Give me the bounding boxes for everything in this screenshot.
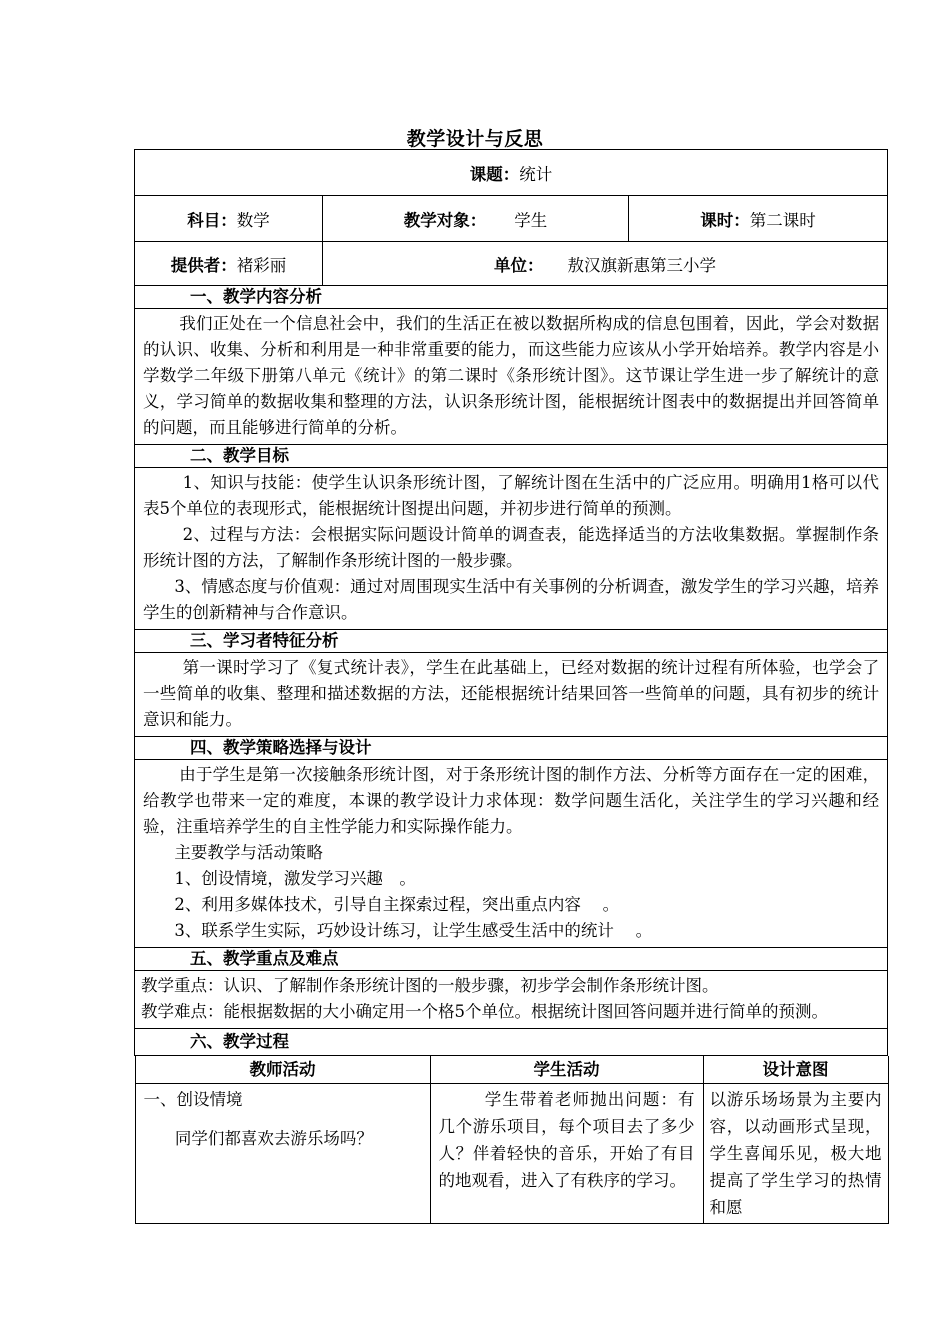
audience-value: 学生 <box>514 210 548 230</box>
unit-label: 单位： <box>494 255 544 275</box>
section-5-body-row <box>135 971 888 1029</box>
unit-cell <box>323 242 888 286</box>
section-4-text: 由于学生是第一次接触条形统计图，对于条形统计图的制作方法、分析等方面存在一定的困难，给教学也带来一定的难度，本课的教学设计力求体现：数学问题生活化，关注学生的学习兴趣和经验，注重培养学生的自主性学能力和实际操作能力。 <box>143 765 880 836</box>
process-row-1 <box>135 1084 888 1224</box>
teacher-activity <box>135 1084 430 1224</box>
objective-knowledge: 1、知识与技能：使学生认识条形统计图，了解统计图在生活中的广泛应用。明确用1格可以代表5个单位的表现形式，能根据统计图提出问题，并初步进行简单的预测。 <box>143 473 880 518</box>
topic-label: 课题： <box>469 164 520 184</box>
provider-label: 提供者： <box>170 255 237 275</box>
design-intent <box>703 1084 888 1224</box>
section-4-body-row <box>135 760 888 948</box>
strategy-item-3: 3、联系学生实际，巧妙设计练习，让学生感受生活中的统计 。 <box>174 921 653 940</box>
col-student-header: 学生活动 <box>430 1056 703 1084</box>
section-5-body <box>135 971 888 1029</box>
section-1-body-row <box>135 309 888 445</box>
section-6-heading-row <box>135 1029 888 1056</box>
meta-row-2 <box>135 242 888 286</box>
unit-value: 敖汉旗新惠第三小学 <box>567 255 717 275</box>
section-1-body <box>135 309 888 445</box>
process-header-row <box>135 1056 888 1084</box>
section-3-body <box>135 653 888 737</box>
teacher-step-title: 一、创设情境 <box>143 1090 243 1109</box>
topic-value: 统计 <box>519 164 553 184</box>
student-activity <box>430 1084 703 1224</box>
section-2-heading: 二、教学目标 <box>135 445 888 468</box>
key-point: 教学重点：认识、了解制作条形统计图的一般步骤，初步学会制作条形统计图。 <box>141 976 719 995</box>
design-intent-text: 以游乐场场景为主要内容，以动画形式呈现，学生喜闻乐见，极大地提高了学生学习的热情和愿 <box>709 1090 882 1217</box>
objective-process: 2、过程与方法：会根据实际问题设计简单的调查表，能选择适当的方法收集数据。掌握制作条形统计图的方法，了解制作条形统计图的一般步骤。 <box>143 525 880 570</box>
col-teacher-header: 教师活动 <box>135 1056 430 1084</box>
objective-attitude: 3、情感态度与价值观：通过对周围现实生活中有关事例的分析调查，激发学生的学习兴趣，培养学生的创新精神与合作意识。 <box>143 577 880 622</box>
subject-label: 科目： <box>187 210 237 230</box>
section-3-heading-row <box>135 630 888 653</box>
process-table <box>135 1056 889 1224</box>
section-5-heading: 五、教学重点及难点 <box>135 948 888 971</box>
topic-cell <box>135 150 888 196</box>
strategy-item-2: 2、利用多媒体技术，引导自主探索过程，突出重点内容 。 <box>174 895 620 914</box>
col-intent-header: 设计意图 <box>703 1056 888 1084</box>
document-title: 教学设计与反思 <box>406 128 544 150</box>
lesson-label: 课时： <box>700 210 750 230</box>
teacher-question: 同学们都喜欢去游乐场吗？ <box>174 1129 373 1148</box>
section-5-heading-row <box>135 948 888 971</box>
section-1-text: 我们正处在一个信息社会中，我们的生活正在被以数据所构成的信息包围着，因此，学会对数据的认识、收集、分析和利用是一种非常重要的能力，而这些能力应该从小学开始培养。教学内容是小学数学二年级下册第八单元《统计》的第二课时《条形统计图》。这节课让学生进一步了解统计的意义，学习简单的数据收集和整理的方法，认识条形统计图，能根据统计图表中的数据提出并回答简单的问题，而且能够进行简单的分析。 <box>143 314 880 437</box>
difficult-point: 教学难点：能根据数据的大小确定用一个格5个单位。根据统计图回答问题并进行简单的预测。 <box>141 1002 828 1021</box>
provider-cell <box>135 242 323 286</box>
section-2-body <box>135 468 888 630</box>
section-4-heading-row <box>135 737 888 760</box>
subject-value: 数学 <box>236 210 270 230</box>
lesson-value: 第二课时 <box>749 210 816 230</box>
strategy-heading: 主要教学与活动策略 <box>174 843 323 862</box>
section-3-heading: 三、学习者特征分析 <box>135 630 888 653</box>
section-1-heading: 一、教学内容分析 <box>135 286 888 309</box>
section-3-text: 第一课时学习了《复式统计表》，学生在此基础上，已经对数据的统计过程有所体验，也学会了一些简单的收集、整理和描述数据的方法，还能根据统计结果回答一些简单的问题，具有初步的统计意识和能力。 <box>143 658 880 729</box>
section-4-heading: 四、教学策略选择与设计 <box>135 737 888 760</box>
lesson-plan-table <box>134 149 888 1224</box>
audience-label: 教学对象： <box>403 210 487 230</box>
section-4-body <box>135 760 888 948</box>
section-2-heading-row <box>135 445 888 468</box>
student-activity-text: 学生带着老师抛出问题：有几个游乐项目，每个项目去了多少人？伴着轻快的音乐，开始了有目的地观看，进入了有秩序的学习。 <box>438 1090 695 1190</box>
topic-row <box>135 150 888 196</box>
meta-row-1 <box>135 196 888 242</box>
provider-value: 褚彩丽 <box>236 255 287 275</box>
section-1-heading-row <box>135 286 888 309</box>
section-6-heading: 六、教学过程 <box>135 1029 888 1056</box>
section-2-body-row <box>135 468 888 630</box>
audience-cell <box>323 196 629 242</box>
section-3-body-row <box>135 653 888 737</box>
subject-cell <box>135 196 323 242</box>
lesson-cell <box>629 196 888 242</box>
process-table-row <box>135 1056 888 1225</box>
strategy-item-1: 1、创设情境，激发学习兴趣 。 <box>174 869 416 888</box>
